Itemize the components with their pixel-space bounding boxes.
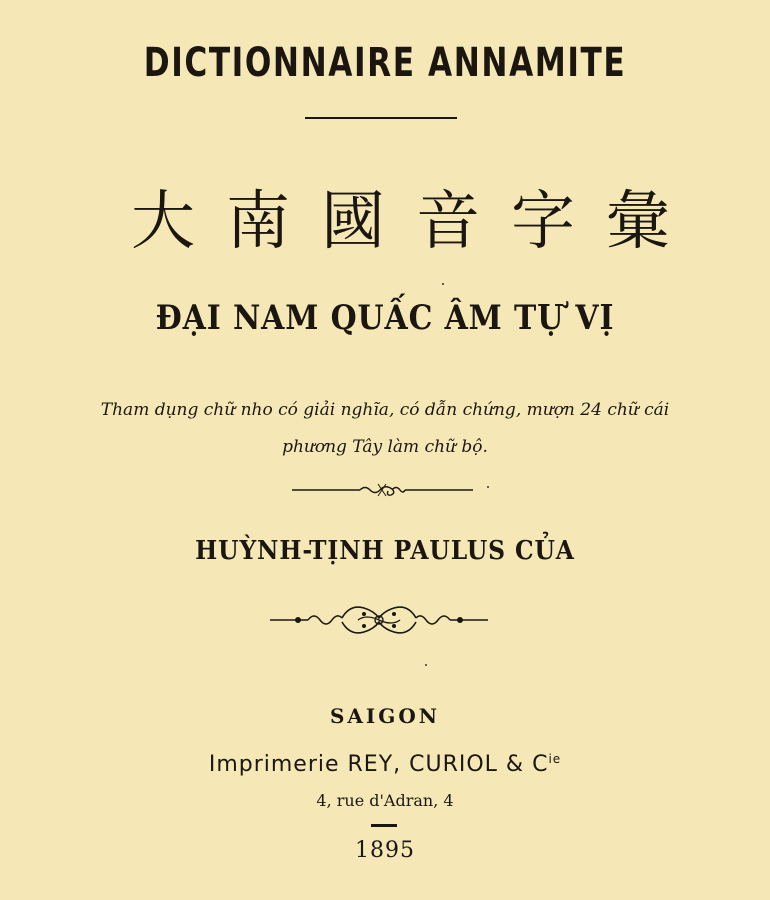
subtitle-line-2: phương Tây làm chữ bộ.: [282, 437, 488, 457]
main-title: DICTIONNAIRE ANNAMITE: [143, 40, 627, 86]
publication-city: SAIGON: [329, 704, 441, 728]
author: HUỲNH-TỊNH PAULUS CỦA: [195, 536, 575, 566]
subtitle-line-1: Tham dụng chữ nho có giải nghĩa, có dẫn chứng, mượn 24 chữ cái: [100, 400, 670, 420]
scroll-ornament: [268, 602, 490, 638]
title-rule: [305, 117, 457, 119]
divider-ornament: [290, 480, 475, 500]
printer-line: [0, 752, 770, 777]
vietnamese-title: ĐẠI NAM QUẤC ÂM TỰ VỊ: [155, 298, 615, 338]
ink-speck: [425, 664, 427, 666]
ink-speck: [487, 486, 489, 488]
printer-name: Imprimerie REY, CURIOL & C: [208, 752, 549, 777]
printer-suffix: ie: [548, 752, 562, 766]
ink-speck: [442, 283, 444, 285]
han-title: 大南國音字彙: [131, 185, 701, 259]
year-rule: [371, 824, 397, 827]
printer-address: 4, rue d'Adran, 4: [316, 791, 454, 810]
publication-year: 1895: [355, 838, 415, 863]
